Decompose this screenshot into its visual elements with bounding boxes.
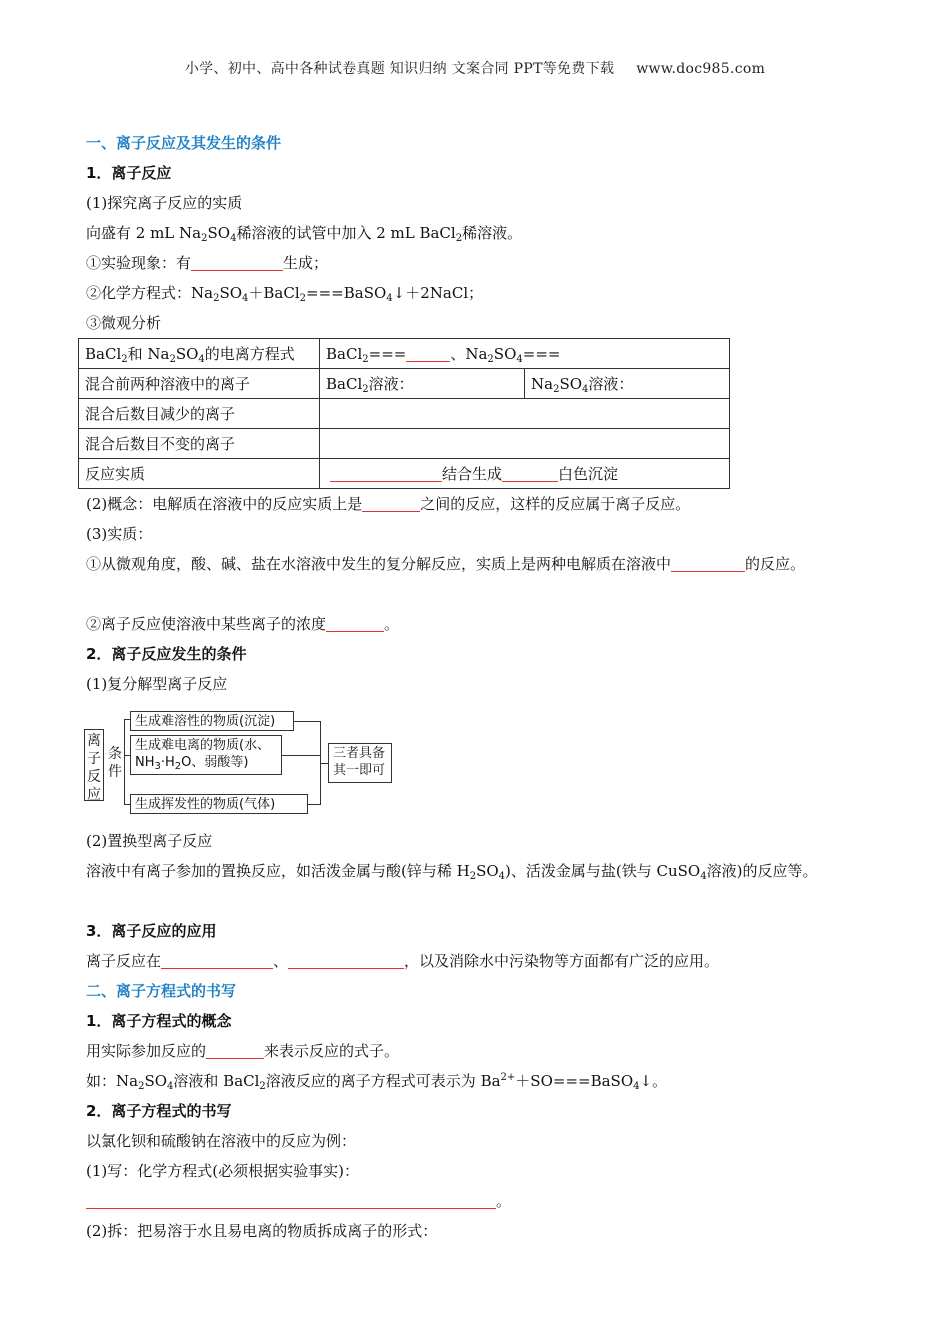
paragraph-observation: ①实验现象：有 生成；	[86, 254, 329, 272]
paragraph-step-write: (1)写：化学方程式(必须根据实验事实)：	[86, 1162, 359, 1180]
paragraph-displacement-detail: 溶液中有离子参加的置换反应，如活泼金属与酸(锌与稀 $H_2SO_4$)、活泼金属与盐(铁与 CuSO$_4$溶液)的反应等。	[86, 862, 818, 882]
subsection-1-3-title: 3．离子反应的应用	[86, 922, 217, 940]
table-cell[interactable]	[320, 429, 730, 459]
blank-application-1[interactable]	[161, 950, 273, 969]
diagram-left-box: 离子反应	[84, 729, 104, 801]
table-cell: 混合后数目不变的离子	[79, 429, 320, 459]
diagram-condition-label: 条件	[108, 746, 122, 780]
paragraph-displacement: (2)置换型离子反应	[86, 832, 213, 850]
blank-ions-combine[interactable]	[330, 463, 442, 482]
blank-observation[interactable]	[191, 252, 283, 271]
paragraph-micro-analysis: ③微观分析	[86, 314, 162, 332]
table-cell: 结合生成 白色沉淀	[320, 459, 730, 489]
conditions-diagram	[84, 711, 404, 816]
paragraph-experiment: 向盛有 2 mL $Na_2SO_4$稀溶液的试管中加入 2 mL BaCl$_2$稀溶液。	[86, 224, 523, 244]
header-text: 小学、初中、高中各种试卷真题 知识归纳 文案合同 PPT等免费下载	[184, 61, 615, 77]
diagram-box-gas: 生成挥发性的物质(气体)	[130, 794, 308, 814]
subsection-2-1-title: 1．离子方程式的概念	[86, 1012, 232, 1030]
blank-essence-1[interactable]	[671, 553, 745, 572]
paragraph-essence-2: ②离子反应使溶液中某些离子的浓度 。	[86, 615, 400, 633]
table-cell: 混合前两种溶液中的离子	[79, 369, 320, 399]
table-cell: BaCl$_2$=== 、$Na_2SO_4===$	[320, 339, 730, 369]
paragraph-essence: (3)实质：	[86, 525, 153, 543]
table-cell: BaCl$_2$和 $Na_2SO_4$的电离方程式	[79, 339, 320, 369]
blank-bacl2-ions[interactable]	[406, 343, 450, 362]
micro-analysis-table	[78, 338, 730, 489]
table-row	[79, 369, 730, 399]
table-cell: $Na_2SO_4$溶液：	[525, 369, 730, 399]
diagram-box-precipitate: 生成难溶性的物质(沉淀)	[130, 711, 294, 731]
subsection-2-2-title: 2．离子方程式的书写	[86, 1102, 232, 1120]
table-row	[79, 429, 730, 459]
table-row	[79, 459, 730, 489]
table-cell: 混合后数目减少的离子	[79, 399, 320, 429]
subsection-1-2-title: 2．离子反应发生的条件	[86, 645, 247, 663]
table-cell[interactable]	[320, 399, 730, 429]
section-1-title: 一、离子反应及其发生的条件	[86, 134, 282, 152]
paragraph-example: 如：$Na_2SO_4$溶液和 BaCl$_2$溶液反应的离子方程式可表示为 $Ba^{2+}+SO===BaSO_4↓$。	[86, 1072, 668, 1092]
paragraph-explore: (1)探究离子反应的实质	[86, 194, 243, 212]
paragraph-metathesis: (1)复分解型离子反应	[86, 675, 228, 693]
table-row	[79, 339, 730, 369]
paragraph-step-split: (2)拆：把易溶于水且易电离的物质拆成离子的形式：	[86, 1222, 438, 1240]
document-body	[86, 128, 856, 1246]
blank-concept[interactable]	[362, 493, 420, 512]
paragraph-equation: ②化学方程式：$Na_2SO_4+BaCl_2===BaSO_4↓+2NaCl$；	[86, 284, 484, 304]
paragraph-essence-1: ①从微观角度，酸、碱、盐在水溶液中发生的复分解反应，实质上是两种电解质在溶液中 的反应。	[86, 555, 806, 573]
blank-essence-2[interactable]	[326, 613, 384, 632]
paragraph-step-write-answer: 。	[86, 1186, 856, 1216]
section-2-title: 二、离子方程式的书写	[86, 982, 237, 1000]
paragraph-concept: (2)概念：电解质在溶液中的反应实质上是 之间的反应，这样的反应属于离子反应。	[86, 495, 691, 513]
blank-chemical-equation[interactable]	[86, 1190, 496, 1209]
table-cell: BaCl$_2$溶液：	[320, 369, 525, 399]
blank-precipitate[interactable]	[502, 463, 558, 482]
blank-definition[interactable]	[206, 1040, 264, 1059]
blank-application-2[interactable]	[288, 950, 404, 969]
subsection-1-1-title: 1．离子反应	[86, 164, 172, 182]
table-cell: 反应实质	[79, 459, 320, 489]
page-header	[0, 58, 950, 78]
paragraph-application: 离子反应在 、 ，以及消除水中污染物等方面都有广泛的应用。	[86, 952, 720, 970]
header-url[interactable]: www.doc985.com	[636, 61, 766, 77]
diagram-box-weak-electrolyte: 生成难电离的物质(水、 $NH_3\cdot H_2O$、弱酸等)	[130, 735, 282, 775]
diagram-result-box: 三者具备 其一即可	[328, 743, 392, 783]
table-row	[79, 399, 730, 429]
paragraph-definition: 用实际参加反应的 来表示反应的式子。	[86, 1042, 400, 1060]
diagram-left-bracket	[124, 719, 125, 805]
paragraph-example-intro: 以氯化钡和硫酸钠在溶液中的反应为例：	[86, 1132, 357, 1150]
